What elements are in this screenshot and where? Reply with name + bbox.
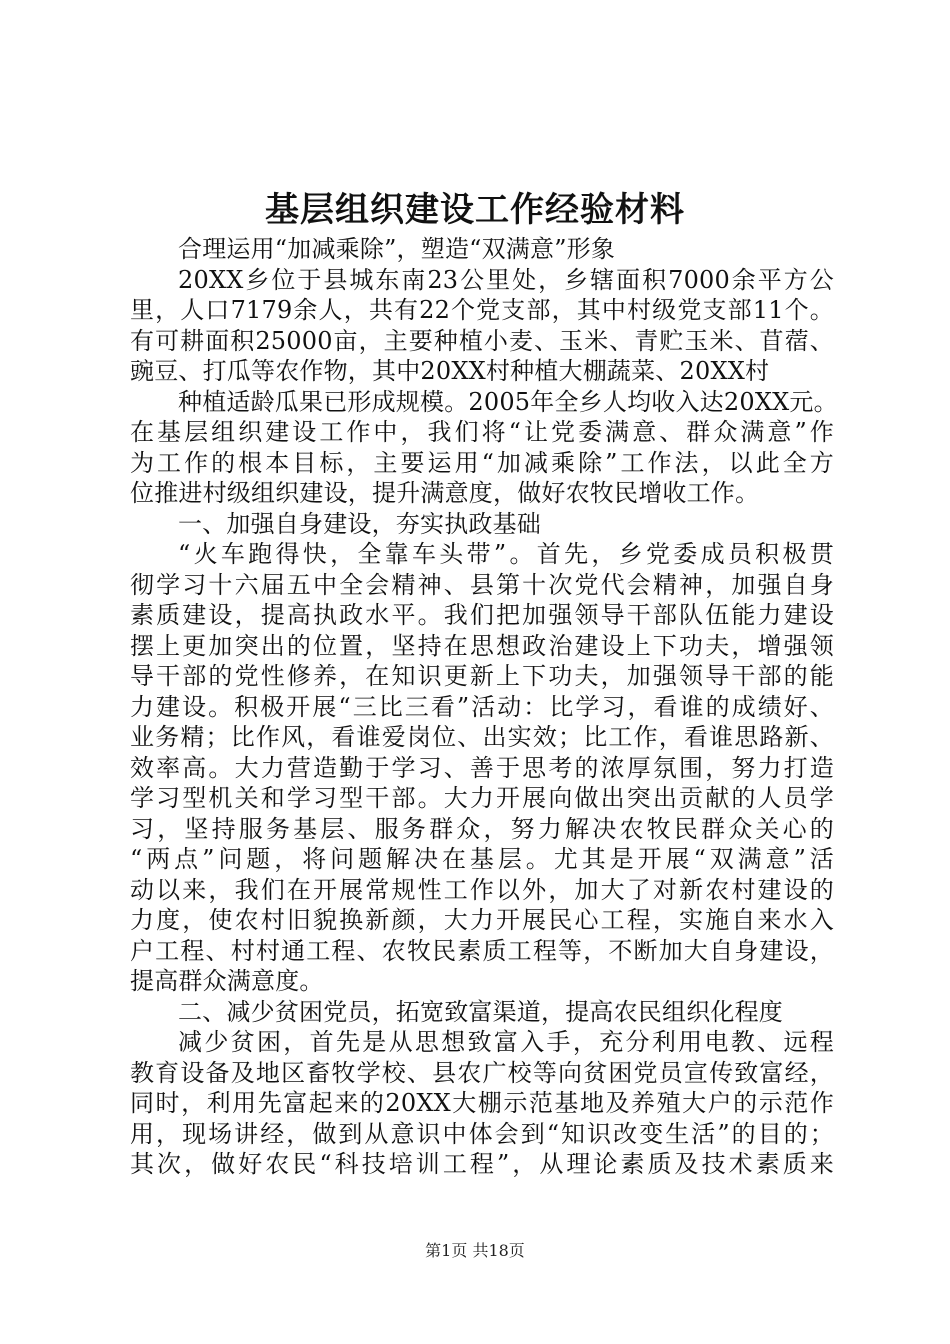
paragraph-line: 导干部的党性修养，在知识更新上下功夫，加强领导干部的能 xyxy=(130,662,834,690)
paragraph-line: 豌豆、打瓜等农作物，其中20XX村种植大棚蔬菜、20XX村 xyxy=(130,357,770,385)
paragraph-line: 同时，利用先富起来的20XX大棚示范基地及养殖大户的示范作 xyxy=(130,1089,834,1117)
paragraph-line: 在基层组织建设工作中，我们将“让党委满意、群众满意”作 xyxy=(130,418,834,446)
paragraph-line: 20XX乡位于县城东南23公里处，乡辖面积7000余平方公 xyxy=(178,265,834,294)
paragraph-line: 教育设备及地区畜牧学校、县农广校等向贫困党员宣传致富经， xyxy=(130,1058,834,1087)
section-heading-1: 一、加强自身建设，夯实执政基础 xyxy=(178,509,541,538)
paragraph-line: 其次，做好农民“科技培训工程”，从理论素质及技术素质来 xyxy=(130,1150,834,1178)
paragraph-line: 位推进村级组织建设，提升满意度，做好农牧民增收工作。 xyxy=(130,479,760,507)
paragraph-line: “火车跑得快，全靠车头带”。首先，乡党委成员积极贯 xyxy=(178,540,834,568)
paragraph-line: 有可耕面积25000亩，主要种植小麦、玉米、青贮玉米、苜蓿、 xyxy=(130,326,834,355)
section-heading-2: 二、减少贫困党员，拓宽致富渠道，提高农民组织化程度 xyxy=(178,997,783,1026)
document-title: 基层组织建设工作经验材料 xyxy=(265,190,685,230)
paragraph-line: 摆上更加突出的位置，坚持在思想政治建设上下功夫，增强领 xyxy=(130,631,834,660)
paragraph-line: 用，现场讲经，做到从意识中体会到“知识改变生活”的目的； xyxy=(130,1119,834,1148)
paragraph-line: 效率高。大力营造勤于学习、善于思考的浓厚氛围，努力打造 xyxy=(130,753,834,782)
paragraph-line: 彻学习十六届五中全会精神、县第十次党代会精神，加强自身 xyxy=(130,570,834,599)
paragraph-line: 业务精；比作风，看谁爱岗位、出实效；比工作，看谁思路新、 xyxy=(130,723,834,751)
paragraph-line: 里，人口7179余人，共有22个党支部，其中村级党支部11个。 xyxy=(130,296,834,324)
intro-subtitle-line: 合理运用“加减乘除”，塑造“双满意”形象 xyxy=(178,235,616,263)
paragraph-line: 习，坚持服务基层、服务群众，努力解决农牧民群众关心的 xyxy=(130,814,834,843)
paragraph-line: 提高群众满意度。 xyxy=(130,967,324,995)
paragraph-line: 户工程、村村通工程、农牧民素质工程等，不断加大自身建设， xyxy=(130,936,834,965)
paragraph-line: 力度，使农村旧貌换新颜，大力开展民心工程，实施自来水入 xyxy=(130,906,834,934)
document-body xyxy=(130,234,838,1180)
page-number-footer: 第1页 共18页 xyxy=(425,1241,525,1260)
paragraph-line: 减少贫困，首先是从思想致富入手，充分利用电教、远程 xyxy=(178,1028,834,1056)
paragraph-line: 种植适龄瓜果已形成规模。2005年全乡人均收入达20XX元。 xyxy=(178,387,838,416)
paragraph-line: 动以来，我们在开展常规性工作以外，加大了对新农村建设的 xyxy=(130,875,834,904)
paragraph-line: 素质建设，提高执政水平。我们把加强领导干部队伍能力建设 xyxy=(130,601,834,629)
paragraph-line: 为工作的根本目标，主要运用“加减乘除”工作法，以此全方 xyxy=(130,448,834,477)
paragraph-line: 学习型机关和学习型干部。大力开展向做出突出贡献的人员学 xyxy=(130,784,834,812)
paragraph-line: 力建设。积极开展“三比三看”活动：比学习，看谁的成绩好、 xyxy=(130,692,834,721)
paragraph-line: “两点”问题，将问题解决在基层。尤其是开展“双满意”活 xyxy=(130,845,834,873)
